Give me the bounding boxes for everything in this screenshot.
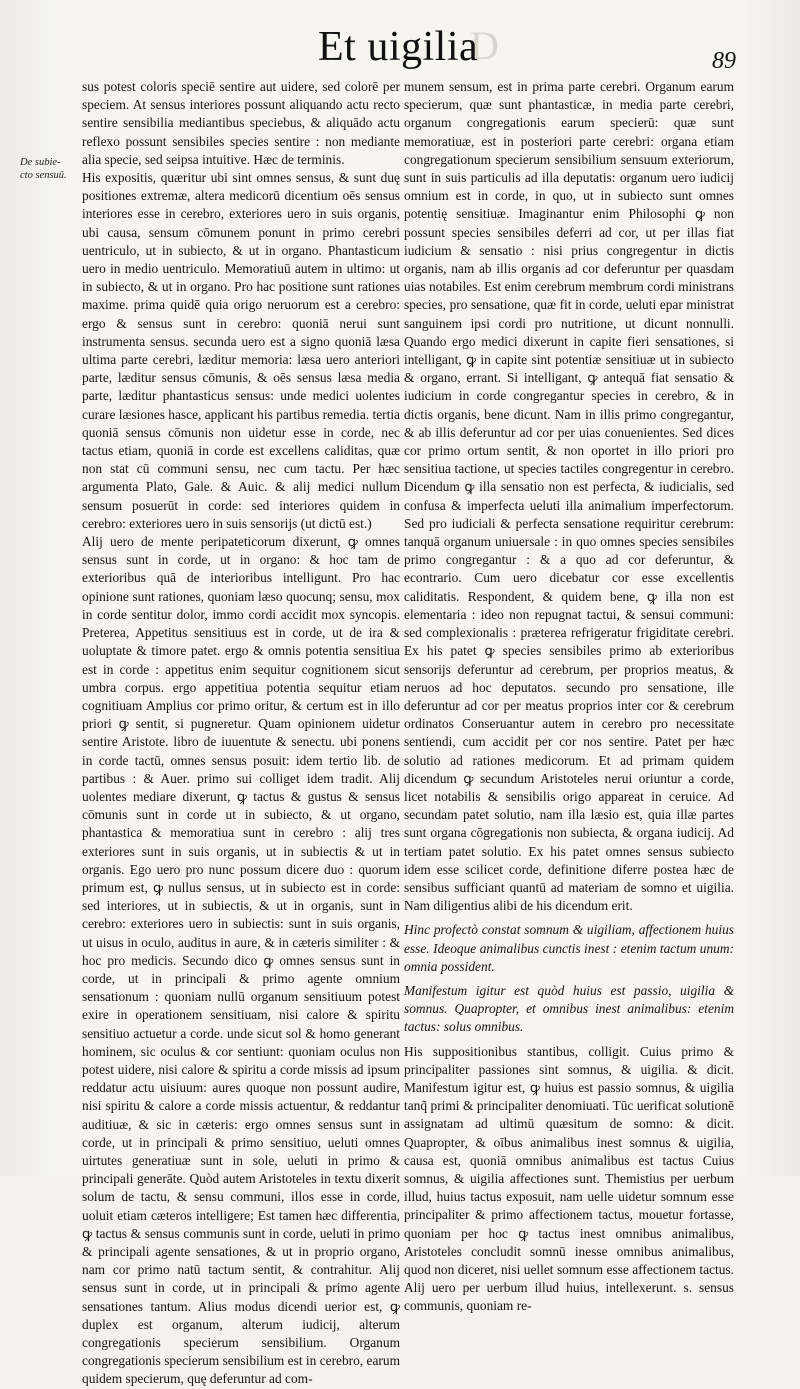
bleed-through-letter: D — [470, 23, 501, 68]
paragraph: His suppositionibus stantibus, colligit. Cuius primo & principaliter passiones sint somnus, & uigilia. & dicit. Manifestum igitur est, ꝙ huius est passio somnus, & uigilia tanq̃ primi & principaliter denomiuati. Tūc uerificat solutionē assignatam ad ultimū quæsitum de somno: & dicit. Quapropter, & oībus animalibus inest somnus & uigilia, causa est, quoniā omnibus animalibus est tactus Cuius somnus, & uigilia affectiones sunt. Themistius per uerbum illud, huius tactus exposuit, nam uelle uidetur somnum esse principaliter & primo affectionem tactus, mouetur fortasse, quoniam per hoc ꝙ tactus inest omnibus animalibus, Aristoteles concludit somnū inesse omnibus animalibus, quod non diceret, nisi uellet somnum esse affectionem tactus. Alij uero per uerbum illud huius, intellexerunt. s. sensus communis, quoniam re- — [404, 1043, 734, 1314]
aristotle-quote: Hinc profectò constat somnum & uigiliam, affectionem huius esse. Ideoque animalibus cunctis inest : etenim tactum unum: omnia possident. — [404, 922, 734, 974]
aristotle-quote: Manifestum igitur est quòd huius est passio, uigilia & somnus. Quapropter, et omnibus inest animalibus: etenim tactus: solus omnibus. — [404, 982, 734, 1035]
paragraph: munem sensum, est in prima parte cerebri. Organum earum specierum, quæ sunt phantasticæ, in media parte cerebri, organum congregationis earum specierū: quæ sunt memoratiuæ, est in posteriori parte cerebri: organa etiam congregationum specierum sensibilium sensuum exteriorum, sunt in suis particulis ad illa deputatis: organum uero iudicij omnium est in corde, in quo, ut in subiecto sunt omnes potentię sensitiuæ. Imaginantur enim Philosophi ꝙ non possunt species sensibiles deferri ad cor, ut per illas fiat iudicium & sensatio : nisi prius congregentur in dictis organis, nam ab illis organis ad cor deferuntur per quasdam uias notabiles. Est enim cerebrum membrum cordi ministrans species, pro sensatione, quæ fit in corde, ueluti epar ministrat sanguinem ipsi cordi pro nutritione, ut dicunt nonnulli. Quando ergo medici dixerunt in capite fieri sensationes, si intelligant, ꝙ in capite sint potentiæ sensitiuæ ut in subiecto & organo, errant. Si intelligant, ꝙ antequā fiat sensatio & iudicium in corde congregantur species in cerebro, & in dictis organis, bene dicunt. Nam in illis primo congregantur, & ab illis deferuntur ad cor per uias conuenientes. Sed dices cor primo ortum sentit, & non oportet in illo priori pro sensitiua tactione, ut species tactiles congregentur in cerebro. Dicendum ꝙ illa sensatio non est perfecta, & iudicialis, sed confusa & imperfecta ueluti illa animalium imperfectorum. Sed pro iudiciali & perfecta sensatione requiritur cerebrum: tanquā organum uniuersale : in quo omnes species sensibiles primo congregantur : & a quo ad cor deferuntur, & econtrario. Cum uero dicebatur cor esse excellentis caliditatis. Respondent, & quidem bene, ꝙ illa non est elementaria : ideo non repugnat tactui, & sensui communi: sed complexionalis : præterea refrigeratur frigiditate cerebri. Ex his patet ꝙ species sensibiles primo ab exterioribus sensorijs deferuntur ad cerebrum, per proprios meatus, & neruos ad hoc deputatos. secundo pro sensatione, ille deferuntur ad cor per meatus proprios inter cor & cerebrum ordinatos Conseruantur autem in cerebro pro necessitate sentiendi, cum accidit per cor nos sentire. Patet per hæc solutio ad rationes medicorum. Et ad primam quidem dicendum ꝙ secundum Aristoteles nerui oriuntur a corde, licet notabilis & sensibilis origo appareat in ceruice. Ad secundam patet solutio, nam illa læsio est, quia illæ partes sunt organa cōgregationis non subiecta, & organa iudicij. Ad tertiam patet solutio. Ex his patet omnes sensus subiecto idem esse scilicet corde, definitione diferre postea hæc de sensibus sufficiant quantū ad materiam de somno et uigilia. Nam diligentius alibi de his dicendum erit. — [404, 79, 734, 914]
paragraph: His expositis, quæritur ubi sint omnes sensus, & sunt duę positiones extremæ, altera medicorū dicentium oēs sensus interiores esse in cerebro, exteriores uero in suis organis, ubi causa, sensum cōmunem ponunt in primo cerebri uentriculo, ut in subiecto, & ut in organo. Phantasticum uero in medio uentriculo. Memoratiuū autem in ultimo: ut in subiecto, & ut in organo. Pro hac positione sunt rationes maxime. prima quidē quia origo neruorum est a cerebro: ergo & sensus sunt in cerebro: quoniā nerui sunt instrumenta sensus. secunda uero est a signo quoniā læsa ultima parte cerebri, læditur memoria: læsa uero anteriori parte, læditur sensus cōmunis, & oēs sensus læsa media parte, læditur phantasticus sensus: unde medici uolentes curare læsiones hasce, applicant his partibus remedia. tertia quoniā sensus cōmunis non uidetur esse in corde, nec tactus etiam, quoniā in corde est excellens caliditas, quæ non stat cū communi sensu, nec cum tactu. Per hæc argumenta Plato, Gale. & Auic. & alij medici nullum sensum posuerūt in corde: sed interiores quidem in cerebro: exteriores uero in suis sensorijs (ut dictū est.) — [82, 170, 400, 531]
page-number: 89 — [712, 48, 736, 74]
paragraph: Alij uero de mente peripateticorum dixerunt, ꝙ omnes sensus sunt in corde, ut in organo: & hoc tam de exterioribus quā de interioribus intelligunt. Pro hac opinione sunt rationes, quoniam læso quocunq; sensu, mox in corde sentitur dolor, immo cordi accidit mox syncopis. Preterea, Appetitus sensitiuus est in corde, ut de ira & uoluptate & timore patet. ergo & omnis potentia sensitiua est in corde : appetitus enim sequitur cognitionem sicut umbra corpus. ergo appetitiua potentia sequitur etiam cognitiuam Amplius cor primo oritur, & certum est in illo priori ꝙ sentit, si pugneretur. Quam opinionem uidetur sentire Aristote. libro de iuuentute & senectu. ubi ponens in corde tactū, omnes sensus posuit: idem tertio lib. de partibus : & Auer. primo sui colliget idem tradit. Alij uolentes mediare dixerunt, ꝙ tactus & gustus & sensus cōmunis sunt in corde ut in subiecto, & ut organo, phantastica & memoratiua sunt in cerebro : alij tres exteriores sunt in suis organis, ut in subiectis & ut in organis. Ego uero pro nunc possum dicere duo : quorum primum est, ꝙ nullus sensus, ut in subiecto est in corde: sed interiores, ut in subiectis, & ut in organis, sunt in cerebro: exteriores uero in subiectis: sunt in suis organis, ut uisus in oculo, auditus in aure, & in cæteris similiter : & hoc pro medicis. Secundo dico ꝙ omnes sensus sunt in corde, ut in principali & primo agente omnium sensationum : quoniam nullū organum sensitiuum potest exire in operationem sensitiuam, nisi calore & spiritu sensitiuo actuetur a corde. unde sicut sol & homo generant hominem, sic oculus & cor sentiunt: quoniam oculus non potest uidere, nisi calore & spiritu a corde missis ad ipsum reddatur actu uisiuum: aures quoque non possunt audire, nisi spiritu & calore a corde missis actuentur, & reddantur auditiuæ, & sic in cæteris: ergo omnes sensus sunt in corde, ut in principali & primo sensitiuo, ueluti omnes uirtutes generatiuæ sunt in sole, ueluti in primo & principali generāte. Quòd autem Aristoteles in textu dixerit solum de tactu, & sensu communi, illos esse in corde, uoluit etiam cæteros intelligere; Est tamen hæc differentia, ꝙ tactus & sensus communis sunt in corde, ueluti in primo & principali agente sensationes, & ut in proprio organo, nam cor primo natū tactum sentit, & contrahitur. Alij sensus sunt in corde, ut in principali & primo agente sensationes tantum. Alius modus dicendi uerior est, ꝙ duplex est organum, alterum iudicij, alterum congregationis specierum sensibilium. Organum congregationis specierum sensibilium est in cerebro, earum quidem specierum, quę deferuntur ad com- — [82, 534, 400, 1387]
left-column — [82, 78, 400, 1389]
marginal-note: De subie- cto sensuū. — [20, 157, 67, 181]
right-column — [404, 78, 734, 1316]
paragraph: sus potest coloris speciē sentire aut uidere, sed colorē per speciem. At sensus interiores possunt aliquando actu recto sentire sensibilia mediantibus speciebus, & aliquādo actu reflexo possunt sensibiles species sentire : non mediante alia specie, sed seipsa intuitive. Hæc de terminis. — [82, 79, 400, 167]
running-header: Et uigilia — [318, 24, 479, 70]
